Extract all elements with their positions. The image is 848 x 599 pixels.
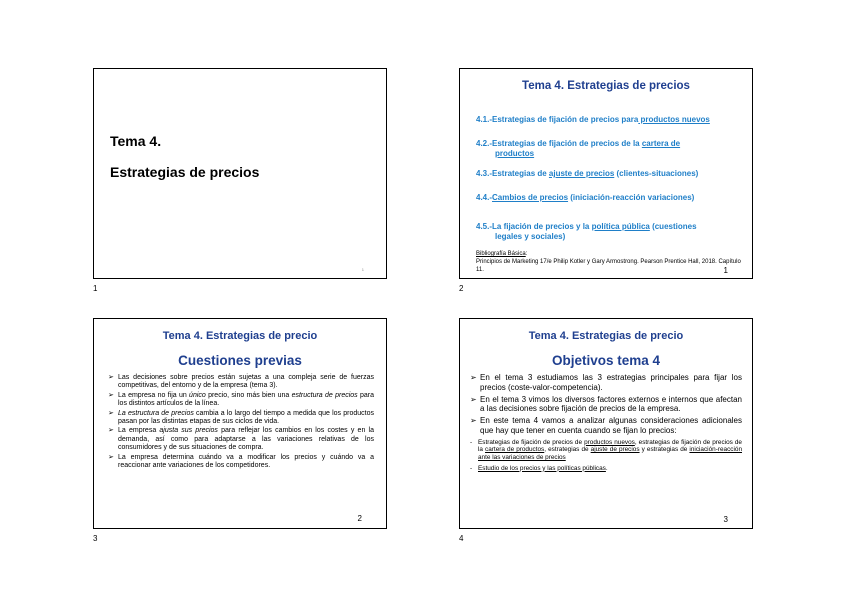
list-item (470, 373, 742, 393)
list-item-text: cambia a lo largo del tiempo a medida que los productos pasan por las distintas etapas de sus ciclos de vida. (118, 409, 374, 426)
list-item-text: y estrategias de (639, 446, 690, 454)
page-number-2: 2 (459, 284, 464, 293)
slide-4-bullet-list (470, 373, 742, 472)
list-item (470, 439, 742, 462)
slide-4-header: Tema 4. Estrategias de precio (528, 330, 684, 342)
slide-3-header: Tema 4. Estrategias de precio (162, 330, 318, 342)
arrow-bullet-icon: ➢ (108, 374, 114, 381)
arrow-bullet-icon: ➢ (470, 416, 477, 426)
list-item (108, 427, 374, 452)
arrow-bullet-icon: ➢ (108, 427, 114, 435)
list-item (470, 465, 742, 473)
list-item-text: En el tema 3 vimos los diversos factores externos e internos que afectan a las decisiones sobre fijación de precios de la empresa. (480, 394, 742, 414)
toc-item-4-2-link-cont: productos (495, 149, 535, 158)
toc-item-4-3-text: 4.3.-Estrategias de (476, 169, 549, 178)
list-item (108, 454, 374, 471)
list-item-text: La empresa no fija un (118, 391, 190, 399)
list-item-emphasis: ajusta sus precios (159, 427, 218, 435)
list-item-text: precio, sino más bien una (205, 391, 292, 399)
list-item-text: En el tema 3 estudiamos las 3 estrategias principales para fijar los precios (coste-valor-competencia). (480, 373, 742, 392)
toc-item-4-4-link: Cambios de precios (492, 193, 569, 202)
list-item-underlined: Estudio de los precios y las políticas públicas (478, 464, 606, 472)
toc-item-4-1-text: 4.1.-Estrategias de fijación de precios para (476, 115, 639, 124)
slide-1 (93, 68, 387, 279)
bibliography-heading: Bibliografía Básica (476, 251, 526, 257)
toc-item-4-2-link: cartera de (641, 139, 681, 148)
list-item-underlined: iniciación-reacción ante las variaciones de precios (478, 446, 742, 461)
slide-3 (93, 318, 387, 529)
slide-4-number: 3 (723, 515, 728, 524)
list-item-text: Las decisiones sobre precios están sujetas a una compleja serie de fuerzas competitivas, del entorno y de la empresa (tema 3). (118, 374, 374, 390)
toc-item-4-5-text: 4.5.-La fijación de precios y la (476, 222, 592, 231)
slide-2-number: 1 (723, 266, 728, 275)
slide-3-bullet-list (108, 374, 374, 471)
slide-4-subtitle: Objetivos tema 4 (551, 353, 661, 368)
list-item-text: La empresa determina cuándo va a modificar los precios y cuándo va a reaccionar ante variaciones de los competidores. (118, 453, 374, 470)
list-item-text: , estrategias de fijación de precios de la (478, 438, 742, 454)
slide-4 (459, 318, 753, 529)
page-number-1: 1 (93, 284, 98, 293)
slide-1-small-number: 1 (361, 267, 364, 272)
list-item-text: En este tema 4 vamos a analizar algunas consideraciones adicionales que hay que tener en cuenta cuando se fijan lo precios: (480, 416, 742, 435)
page-number-3: 3 (93, 534, 98, 543)
arrow-bullet-icon: ➢ (470, 373, 477, 382)
list-item-underlined: ajuste de precios (590, 446, 640, 454)
toc-item-4-5-link: política pública (591, 222, 650, 231)
toc-item-4-3-link: ajuste de precios (548, 169, 615, 178)
slide-2-title: Tema 4. Estrategias de precios (522, 80, 690, 92)
list-item (108, 410, 374, 427)
list-item-text: Estrategias de fijación de precios de (478, 438, 585, 446)
list-item (470, 416, 742, 436)
bibliography (476, 250, 742, 274)
toc-item-4-5-text-b: (cuestiones (649, 222, 697, 231)
toc-item-4-3 (476, 169, 738, 179)
list-item-text: La empresa (118, 427, 160, 435)
arrow-bullet-icon: ➢ (470, 394, 477, 404)
list-item-underlined: productos nuevos (584, 438, 635, 446)
toc-item-4-4-text: 4.4.- (476, 193, 493, 202)
list-item-emphasis: único (189, 391, 206, 399)
arrow-bullet-icon: ➢ (108, 409, 114, 417)
slide-1-title-line1: Tema 4. (110, 133, 162, 149)
toc-item-4-5-text-c: legales y sociales) (495, 232, 566, 241)
list-item-text: para los distintos artículos de la línea. (118, 391, 374, 408)
toc-item-4-1 (476, 115, 738, 125)
slide-1-title-line2: Estrategias de precios (110, 164, 260, 180)
list-item-underlined: cartera de productos (485, 446, 545, 454)
dash-bullet: - (470, 464, 473, 472)
list-item-text: para reflejar los cambios en los costes y en la demanda, así como para adaptarse a las variaciones relativas de los consumidores y de sus situaciones de compra. (118, 427, 374, 452)
toc-item-4-2-text: 4.2.-Estrategias de fijación de precios de la (476, 139, 642, 148)
toc-item-4-4-text-b: (iniciación-reacción variaciones) (568, 193, 695, 202)
slide-3-number: 2 (357, 514, 362, 523)
toc-item-4-1-link: productos nuevos (638, 115, 710, 124)
toc-item-4-3-text-b: (clientes-situaciones) (614, 169, 699, 178)
list-item-emphasis: La estructura de precios (118, 409, 194, 417)
slide-2 (459, 68, 753, 279)
list-item (108, 392, 374, 409)
list-item-text: , estrategias de (544, 446, 591, 454)
list-item-emphasis: estructura de precios (291, 391, 358, 399)
page-number-4: 4 (459, 534, 464, 543)
slide-3-subtitle: Cuestiones previas (178, 353, 302, 368)
toc-item-4-2 (476, 139, 738, 159)
bibliography-colon: : (525, 251, 528, 257)
arrow-bullet-icon: ➢ (108, 453, 114, 461)
toc-item-4-4 (476, 193, 738, 203)
dash-bullet: - (470, 438, 473, 446)
arrow-bullet-icon: ➢ (108, 391, 114, 399)
bibliography-text: Principios de Marketing 17/e Philip Kotler y Gary Armostrong. Pearson Prentice Hall, 2018. Capítulo 11. (476, 259, 741, 273)
list-item (470, 395, 742, 415)
toc-item-4-5 (476, 222, 738, 242)
list-item-text: . (605, 464, 608, 472)
list-item (108, 374, 374, 391)
